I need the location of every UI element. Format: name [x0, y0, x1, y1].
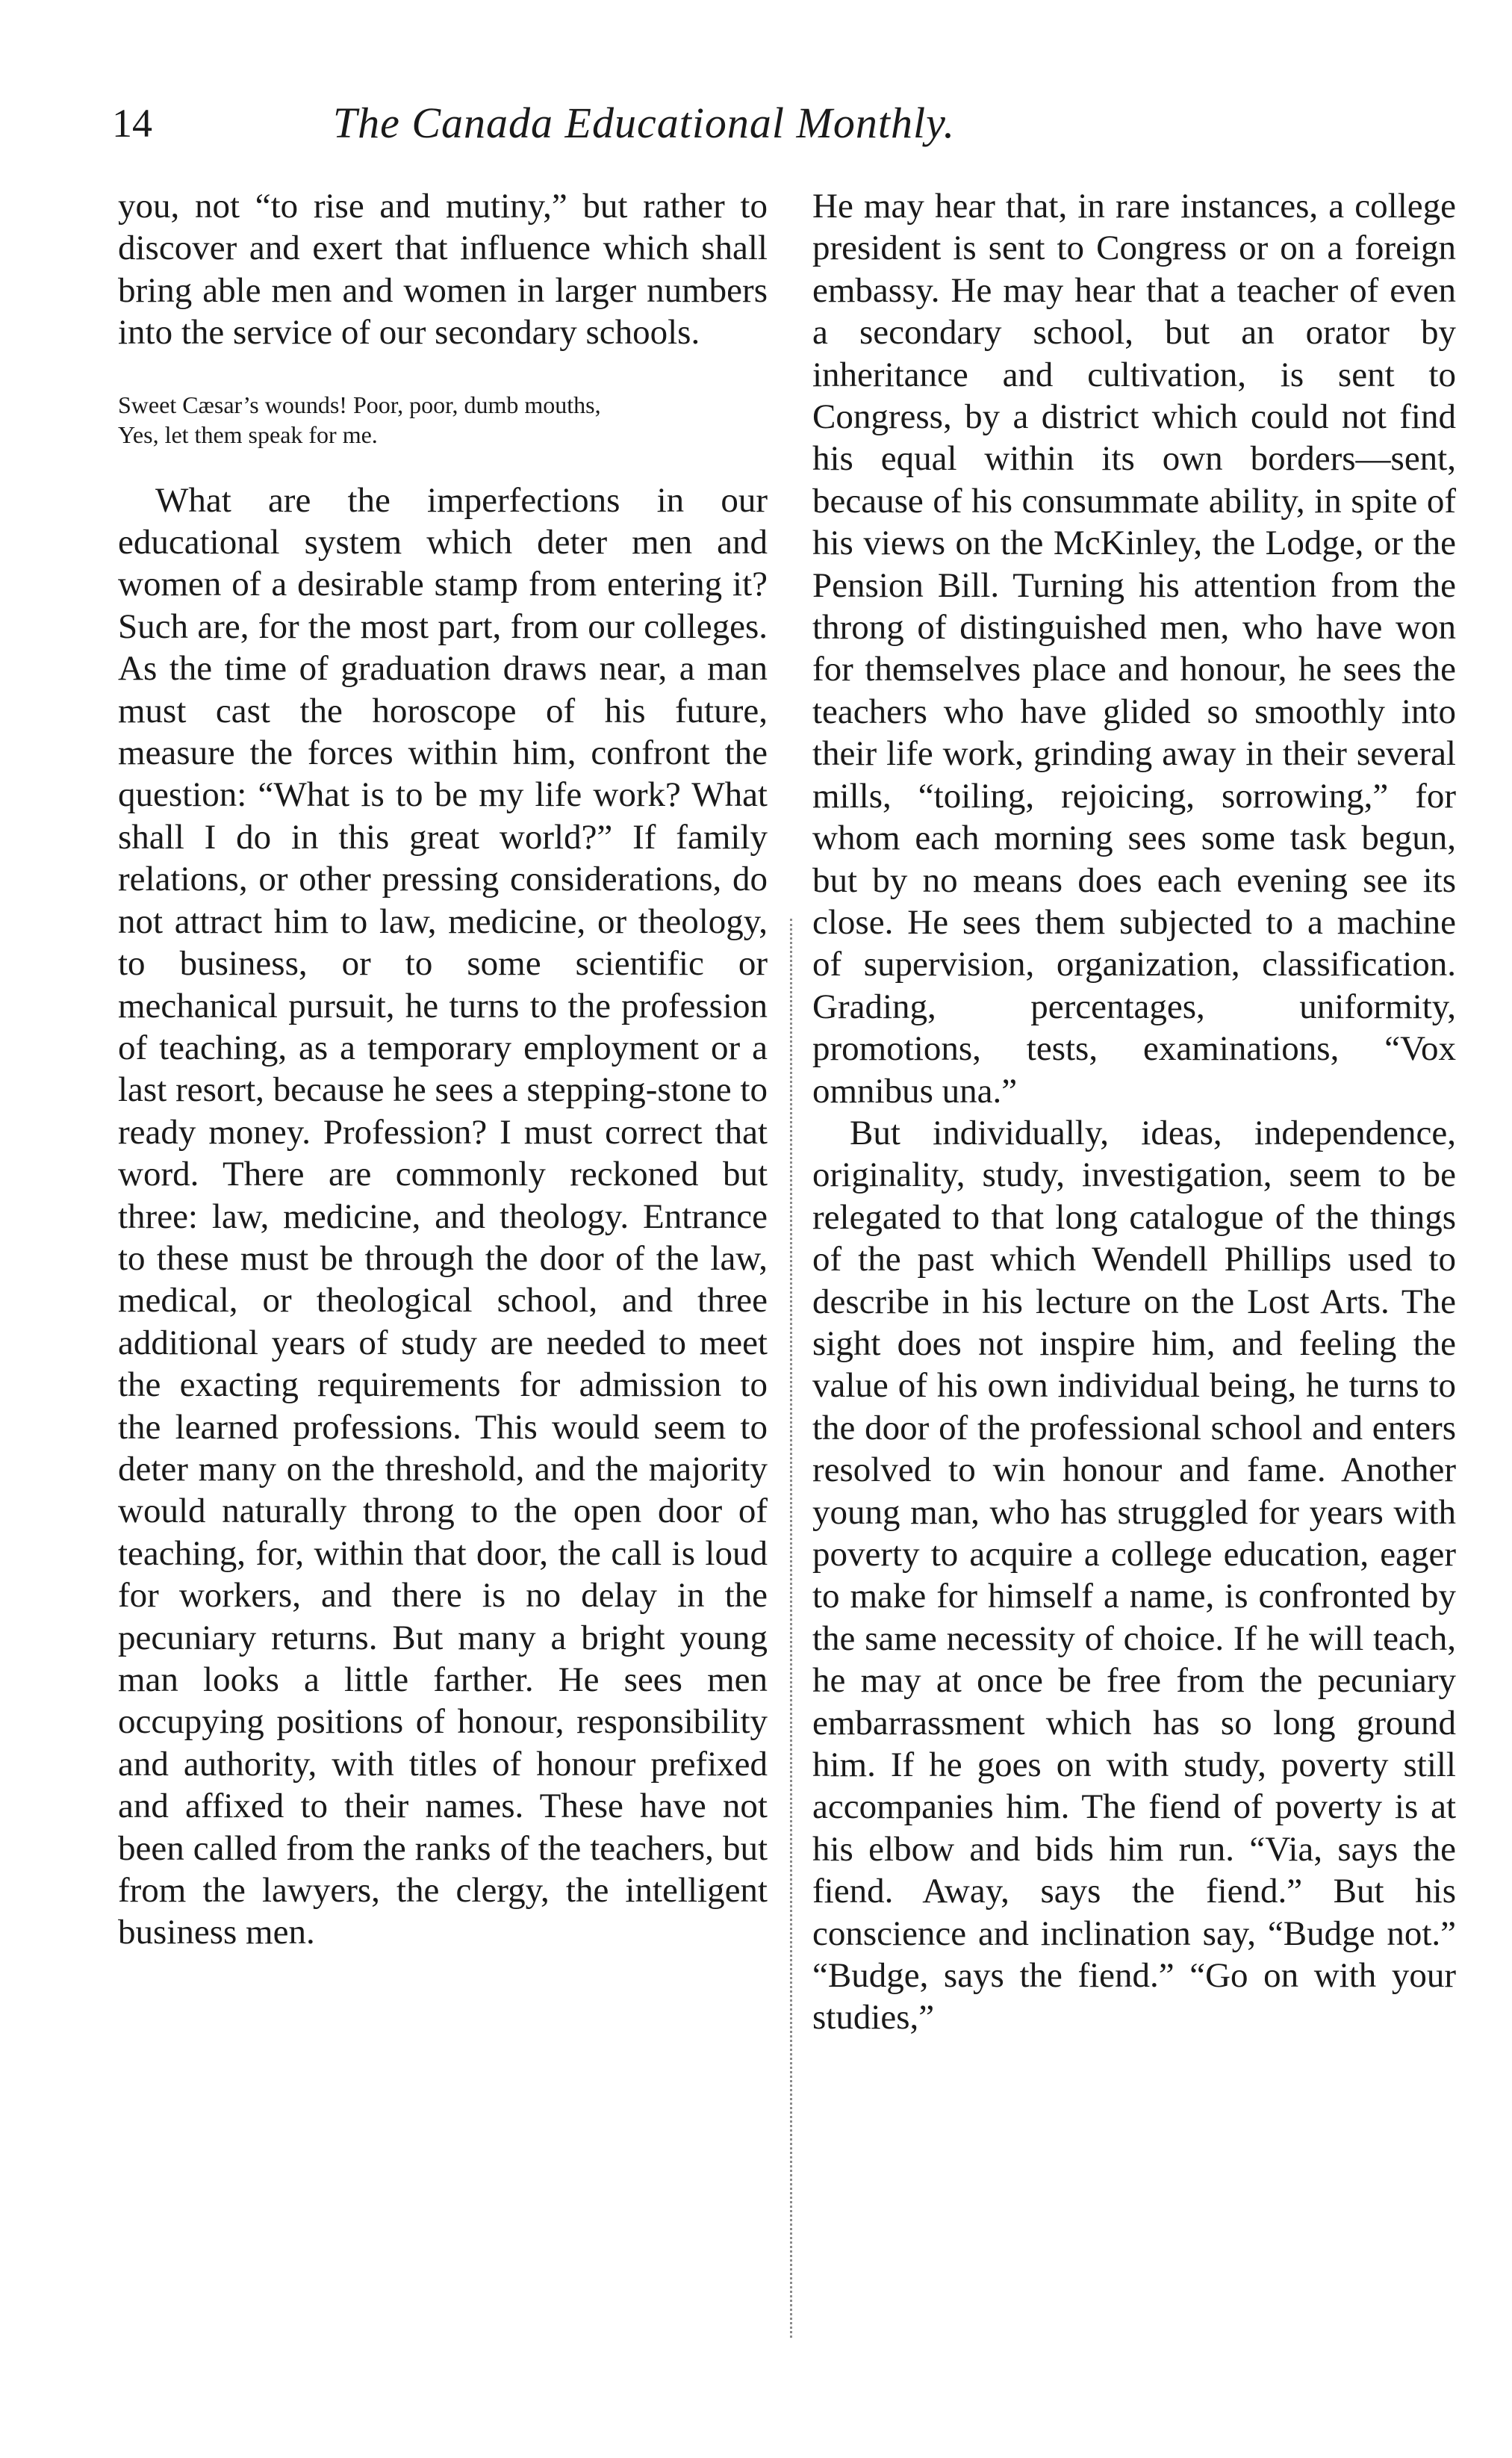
page-header — [112, 93, 1176, 153]
verse-line-2: Yes, let them speak for me. — [118, 420, 378, 448]
column-divider — [790, 919, 792, 2338]
right-column — [812, 185, 1456, 2039]
right-paragraph-1: He may hear that, in rare instances, a college president is sent to Congress or on a foreign embassy. He may hear that a teacher of even a secondary school, but an orator by inheritance and cultivation, is sent to Congress, by a district which could not find his equal within its own borders—sent, because of his consummate ability, in spite of his views on the McKinley, the Lodge, or the Pension Bill. Turning his attention from the throng of distinguished men, who have won for themselves place and honour, he sees the teachers who have glided so smoothly into their life work, grinding away in their several mills, “toiling, rejoicing, sorrowing,” for whom each morning sees some task begun, but by no means does each evening see its close. He sees them subjected to a machine of supervision, organization, classification. Grading, percentages, uniformity, promotions, tests, examinations, “Vox omnibus una.” — [812, 187, 1456, 1111]
running-title: The Canada Educational Monthly. — [332, 99, 956, 147]
verse-line-1: Sweet Cæsar’s wounds! Poor, poor, dumb mouths, — [118, 391, 601, 418]
left-paragraph-2: What are the imperfections in our educational system which deter men and women of a desirable stamp from entering it? Such are, for the most part, from our colleges. As the time of graduation draws near, a man must cast the horoscope of his future, measure the forces within him, confront the question: “What is to be my life work? What shall I do in this great world?” If family relations, or other pressing considerations, do not attract him to law, medicine, or theology, to business, or to some scientific or mechanical pursuit, he turns to the profession of teaching, as a temporary employment or a last resort, because he sees a stepping-stone to ready money. Profession? I must correct that word. There are commonly reckoned but three: law, medicine, and theology. Entrance to these must be through the door of the law, medical, or theological school, and three additional years of study are needed to meet the exacting requirements for admission to the learned professions. This would seem to deter many on the threshold, and the majority would naturally throng to the open door of teaching, for, within that door, the call is loud for workers, and there is no delay in the pecuniary returns. But many a bright young man looks a little farther. He sees men occupying positions of honour, responsibility and authority, with titles of honour prefixed and affixed to their names. These have not been called from the ranks of the teachers, but from the lawyers, the clergy, the intelligent business men. — [118, 480, 768, 1952]
left-column — [118, 185, 768, 1954]
page-number: 14 — [112, 101, 152, 146]
verse-quote — [118, 390, 768, 450]
left-paragraph-1: you, not “to rise and mutiny,” but rather to discover and exert that influence which shall bring able men and women in larger numbers into the service of our secondary schools. — [118, 187, 768, 353]
right-paragraph-2: But individually, ideas, independence, originality, study, investigation, seem to be relegated to that long catalogue of the things of the past which Wendell Phillips used to describe in his lecture on the Lost Arts. The sight does not inspire him, and feeling the value of his own individual being, he turns to the door of the professional school and enters resolved to win honour and fame. Another young man, who has struggled for years with poverty to acquire a college education, eager to make for himself a name, is confronted by the same necessity of choice. If he will teach, he may at once be free from the pecuniary embarrassment which has so long ground him. If he goes on with study, poverty still accompanies him. The fiend of poverty is at his elbow and bids him run. “Via, says the fiend. Away, says the fiend.” But his conscience and inclination say, “Budge not.” “Budge, says the fiend.” “Go on with your studies,” — [812, 1113, 1456, 2038]
